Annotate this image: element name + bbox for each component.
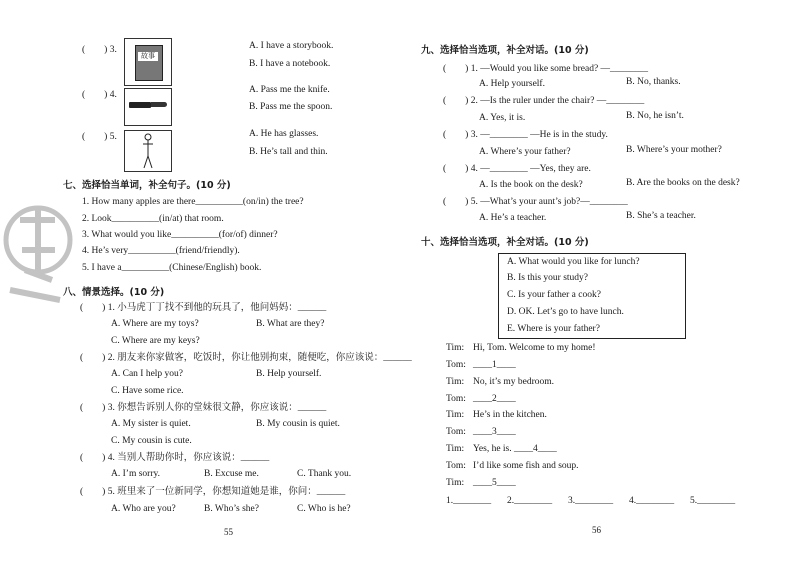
sec8-q2: ( ) 2. 朋友来你家做客，吃饭时，你让他别拘束，随便吃，你应该说：______: [80, 353, 412, 363]
dialogue-7-speaker: Tim:: [446, 444, 465, 454]
dialogue-8-text: I’d like some fish and soup.: [473, 461, 579, 471]
pic-q5-option-b: B. He’s tall and thin.: [249, 147, 328, 157]
sec8-q1-c: C. Where are my keys?: [111, 336, 200, 346]
dialogue-4-text: ____2____: [473, 394, 516, 404]
pic-q3-number: ( ) 3.: [82, 45, 117, 55]
answer-blank-2: 2.________: [507, 496, 553, 506]
dialogue-3-speaker: Tim:: [446, 377, 465, 387]
sec8-q3: ( ) 3. 你想告诉别人你的堂妹很文静，你应该说：______: [80, 403, 327, 413]
sec8-q5: ( ) 5. 班里来了一位新同学，你想知道她是谁，你问：______: [80, 487, 346, 497]
sec8-q5-b: B. Who’s she?: [204, 504, 259, 514]
dialogue-7-text: Yes, he is. ____4____: [473, 444, 557, 454]
dialogue-5-text: He’s in the kitchen.: [473, 410, 547, 420]
sec9-q4-b: B. Are the books on the desk?: [626, 178, 740, 188]
section-10-title: 十、选择恰当选项，补全对话。(10 分): [421, 237, 589, 248]
sec9-q2-a: A. Yes, it is.: [479, 113, 526, 123]
dialogue-3-text: No, it’s my bedroom.: [473, 377, 555, 387]
dialogue-8-speaker: Tom:: [446, 461, 466, 471]
sec8-q1-b: B. What are they?: [256, 319, 325, 329]
sec8-q4-a: A. I’m sorry.: [111, 469, 160, 479]
pic-q4-option-a: A. Pass me the knife.: [249, 85, 330, 95]
sec8-q2-c: C. Have some rice.: [111, 386, 184, 396]
sec9-q3-a: A. Where’s your father?: [479, 147, 571, 157]
answer-blank-1: 1.________: [446, 496, 492, 506]
sec9-q2: ( ) 2. —Is the ruler under the chair? —________: [443, 96, 645, 106]
book-icon: [124, 38, 172, 86]
sec8-q4-c: C. Thank you.: [297, 469, 352, 479]
sec8-q5-c: C. Who is he?: [297, 504, 351, 514]
sec8-q3-c: C. My cousin is cute.: [111, 436, 192, 446]
book-cover-label: 故事: [138, 52, 158, 61]
section-8-title: 八、情景选择。(10 分): [63, 287, 165, 298]
sec7-item-2: 2. Look__________(in/at) that room.: [82, 214, 224, 224]
dialogue-9-speaker: Tim:: [446, 478, 465, 488]
pic-q5-number: ( ) 5.: [82, 132, 117, 142]
sec9-q5: ( ) 5. —What’s your aunt’s job?—________: [443, 197, 628, 207]
knife-icon: [124, 88, 172, 126]
sec8-q2-b: B. Help yourself.: [256, 369, 322, 379]
sec9-q5-b: B. She’s a teacher.: [626, 211, 696, 221]
sec9-q1-a: A. Help yourself.: [479, 79, 545, 89]
sec9-q2-b: B. No, he isn’t.: [626, 111, 684, 121]
option-b: B. Is this your study?: [507, 273, 589, 283]
pic-q3-option-b: B. I have a notebook.: [249, 59, 331, 69]
sec7-item-1: 1. How many apples are there__________(on/in) the tree?: [82, 197, 304, 207]
right-page: [400, 0, 800, 566]
answer-blank-5: 5.________: [690, 496, 736, 506]
sec8-q4: ( ) 4. 当别人帮助你时，你应该说：______: [80, 453, 270, 463]
sec9-q4: ( ) 4. —________ —Yes, they are.: [443, 164, 591, 174]
dialogue-2-speaker: Tom:: [446, 360, 466, 370]
sec8-q1-a: A. Where are my toys?: [111, 319, 199, 329]
option-c: C. Is your father a cook?: [507, 290, 601, 300]
option-e: E. Where is your father?: [507, 324, 600, 334]
dialogue-1-text: Hi, Tom. Welcome to my home!: [473, 343, 596, 353]
man-icon: [124, 130, 172, 172]
sec8-q5-a: A. Who are you?: [111, 504, 176, 514]
page-number-right: 56: [592, 525, 601, 535]
pic-q4-option-b: B. Pass me the spoon.: [249, 102, 333, 112]
section-7-title: 七、选择恰当单词，补全句子。(10 分): [63, 180, 231, 191]
answer-blank-3: 3.________: [568, 496, 614, 506]
sec9-q3-b: B. Where’s your mother?: [626, 145, 722, 155]
sec7-item-5: 5. I have a__________(Chinese/English) book.: [82, 263, 262, 273]
sec8-q1: ( ) 1. 小马虎丁丁找不到他的玩具了，他问妈妈：______: [80, 303, 327, 313]
page-number-left: 55: [224, 527, 233, 537]
sec9-q1: ( ) 1. —Would you like some bread? —________: [443, 64, 649, 74]
dialogue-9-text: ____5____: [473, 478, 516, 488]
sec9-q1-b: B. No, thanks.: [626, 77, 681, 87]
dialogue-5-speaker: Tim:: [446, 410, 465, 420]
dialogue-1-speaker: Tim:: [446, 343, 465, 353]
sec7-item-4: 4. He’s very__________(friend/friendly).: [82, 246, 240, 256]
sec9-q3: ( ) 3. —________ —He is in the study.: [443, 130, 608, 140]
pic-q5-option-a: A. He has glasses.: [249, 129, 319, 139]
dialogue-6-speaker: Tom:: [446, 427, 466, 437]
answer-blank-4: 4.________: [629, 496, 675, 506]
pic-q3-option-a: A. I have a storybook.: [249, 41, 334, 51]
dialogue-4-speaker: Tom:: [446, 394, 466, 404]
sec8-q3-a: A. My sister is quiet.: [111, 419, 191, 429]
sec8-q4-b: B. Excuse me.: [204, 469, 259, 479]
option-d: D. OK. Let’s go to have lunch.: [507, 307, 624, 317]
sec9-q5-a: A. He’s a teacher.: [479, 213, 547, 223]
dialogue-6-text: ____3____: [473, 427, 516, 437]
section-9-title: 九、选择恰当选项，补全对话。(10 分): [421, 45, 589, 56]
dialogue-2-text: ____1____: [473, 360, 516, 370]
sec9-q4-a: A. Is the book on the desk?: [479, 180, 583, 190]
option-a: A. What would you like for lunch?: [507, 257, 640, 267]
sec8-q3-b: B. My cousin is quiet.: [256, 419, 340, 429]
pic-q4-number: ( ) 4.: [82, 90, 117, 100]
sec7-item-3: 3. What would you like__________(for/of) dinner?: [82, 230, 278, 240]
sec8-q2-a: A. Can I help you?: [111, 369, 184, 379]
